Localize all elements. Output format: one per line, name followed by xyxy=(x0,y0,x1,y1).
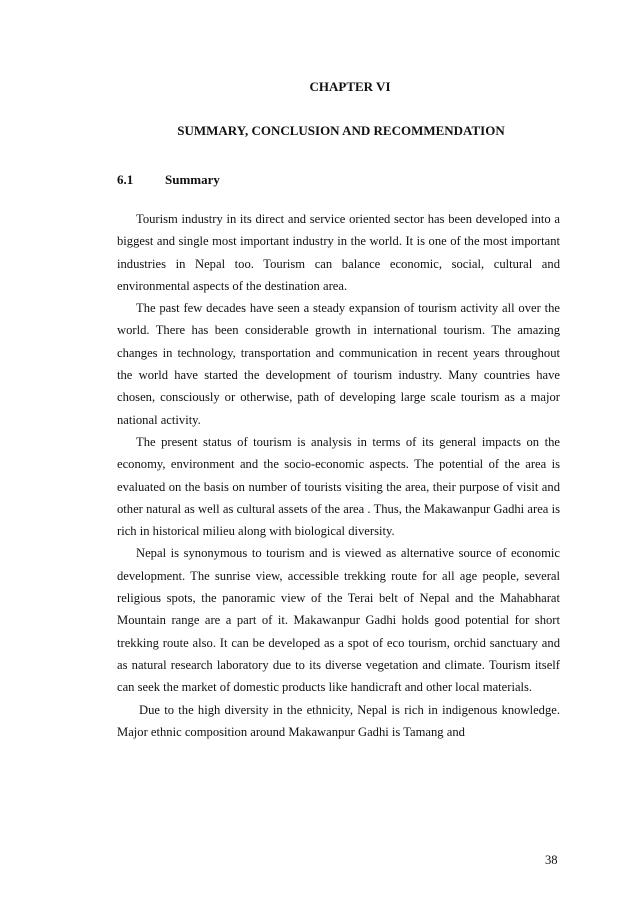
chapter-subtitle: SUMMARY, CONCLUSION AND RECOMMENDATION xyxy=(177,123,505,138)
section-number: 6.1 xyxy=(117,172,134,187)
chapter-title: CHAPTER VI xyxy=(309,79,391,94)
paragraph: The past few decades have seen a steady expansion of tourism activity all over the world. There has been considerable growth in international tourism. The amazing changes in technology, transportation and communication in recent years throughout the world have started the development of tourism industry. Many countries have chosen, consciously or otherwise, path of developing large scale tourism as a major national activity. xyxy=(117,301,560,427)
paragraph: The present status of tourism is analysis in terms of its general impacts on the economy, environment and the socio-economic aspects. The potential of the area is evaluated on the basis on number of tourists visiting the area, their purpose of visit and other natural as well as cultural assets of the area . Thus, the Makawanpur Gadhi area is rich in historical milieu along with biological diversity. xyxy=(117,434,560,539)
section-heading xyxy=(117,172,220,188)
section-title: Summary xyxy=(165,172,220,187)
paragraph: Tourism industry in its direct and service oriented sector has been developed into a biggest and single most important industry in the world. It is one of the most important industries in Nepal too. Tourism can balance economic, social, cultural and environmental aspects of the destination area. xyxy=(117,212,560,293)
body-text xyxy=(117,208,560,743)
paragraph: Due to the high diversity in the ethnicity, Nepal is rich in indigenous knowledge. Major ethnic composition around Makawanpur Gadhi is Tamang and xyxy=(117,702,560,739)
paragraph: Nepal is synonymous to tourism and is viewed as alternative source of economic development. The sunrise view, accessible trekking route for all age people, several religious spots, the panoramic view of the Terai belt of Nepal and the Mahabharat Mountain range are a part of it. Makawanpur Gadhi holds good potential for short trekking route also. It can be developed as a spot of eco tourism, orchid sanctuary and as natural research laboratory due to its diverse vegetation and climate. Tourism itself can seek the market of domestic products like handicraft and other local materials. xyxy=(117,546,560,695)
page-number: 38 xyxy=(545,853,558,867)
